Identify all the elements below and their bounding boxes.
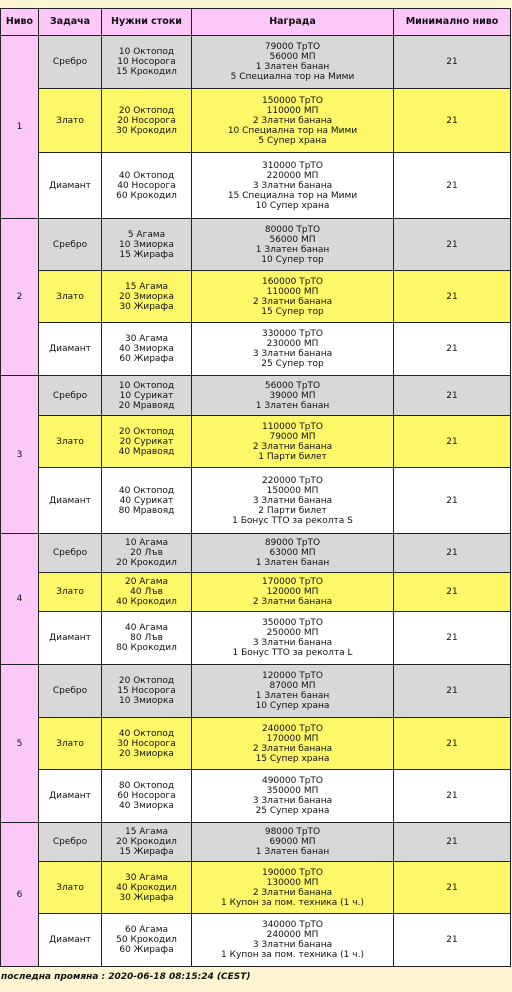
goods-line: 40 Змиорка — [119, 344, 174, 354]
goods-line: 20 Сурикат — [119, 436, 174, 447]
reward-line: 1 Златен банан — [255, 558, 330, 568]
reward-line: 3 Златни банана — [252, 940, 333, 950]
table-row — [1, 219, 511, 271]
goods-line: 40 Агама — [124, 623, 169, 633]
reward-line: 1 Парти билет — [258, 451, 327, 462]
rewards-table — [0, 8, 511, 967]
reward-line: 69000 МП — [269, 837, 316, 847]
reward-line: 3 Златни банана — [252, 349, 333, 359]
goods-line: 15 Жирафа — [119, 847, 174, 857]
task-cell: Диамант — [39, 612, 102, 665]
task-cell: Злато — [39, 718, 102, 770]
reward-line: 350000 ТрТО — [261, 618, 323, 628]
goods-line: 30 Жирафа — [119, 892, 174, 903]
reward-line: 120000 МП — [266, 587, 319, 597]
min-level-cell: 21 — [394, 153, 511, 219]
reward-line: 25 Супер храна — [255, 806, 330, 816]
goods-line: 40 Октопод — [118, 170, 175, 181]
reward-line: 310000 ТрТО — [261, 160, 323, 171]
goods-line: 80 Крокодил — [116, 643, 177, 653]
goods-line: 30 Носорога — [117, 738, 176, 749]
goods-cell — [102, 914, 192, 967]
table-row — [1, 665, 511, 718]
reward-cell — [192, 665, 394, 718]
reward-line: 1 Купон за пом. техника (1 ч.) — [221, 950, 364, 960]
reward-line: 3 Златни банана — [252, 638, 333, 648]
goods-cell — [102, 219, 192, 271]
goods-line: 10 Агама — [124, 538, 169, 548]
reward-line: 130000 МП — [266, 877, 319, 888]
reward-cell — [192, 89, 394, 153]
min-level-cell: 21 — [394, 823, 511, 862]
goods-line: 30 Агама — [124, 872, 169, 883]
goods-line: 20 Октопод — [118, 105, 175, 116]
goods-line: 15 Агама — [124, 281, 169, 292]
reward-line: 98000 ТрТО — [264, 827, 321, 837]
table-header — [1, 9, 511, 36]
task-cell: Диамант — [39, 770, 102, 823]
goods-line: 40 Лъв — [130, 587, 163, 597]
reward-cell — [192, 153, 394, 219]
level-cell: 4 — [1, 534, 39, 665]
task-cell: Злато — [39, 416, 102, 468]
goods-line: 40 Носорога — [117, 180, 176, 191]
reward-line: 2 Златни банана — [252, 296, 333, 307]
goods-cell — [102, 612, 192, 665]
reward-line: 1 Златен банан — [255, 62, 330, 72]
reward-cell — [192, 718, 394, 770]
reward-line: 220000 МП — [266, 170, 319, 181]
reward-line: 3 Златни банана — [252, 180, 333, 191]
min-level-cell: 21 — [394, 534, 511, 573]
goods-line: 10 Сурикат — [119, 390, 174, 401]
reward-line: 63000 МП — [269, 548, 316, 558]
task-cell: Диамант — [39, 323, 102, 376]
reward-line: 10 Супер тор — [261, 254, 324, 265]
task-cell: Диамант — [39, 468, 102, 534]
table-row — [1, 770, 511, 823]
goods-line: 20 Крокодил — [116, 837, 177, 847]
goods-cell — [102, 323, 192, 376]
goods-line: 20 Змиорка — [119, 748, 174, 759]
table-row — [1, 612, 511, 665]
reward-line: 2 Златни банана — [252, 597, 333, 607]
reward-line: 170000 ТрТО — [261, 577, 323, 587]
reward-line: 15 Супер храна — [255, 753, 330, 764]
min-level-cell: 21 — [394, 468, 511, 534]
goods-line: 60 Жирафа — [119, 354, 174, 364]
reward-line: 330000 ТрТО — [261, 329, 323, 339]
reward-line: 1 Златен банан — [255, 400, 330, 411]
reward-cell — [192, 573, 394, 612]
reward-line: 1 Купон за пом. техника (1 ч.) — [221, 897, 364, 908]
reward-cell — [192, 770, 394, 823]
reward-line: 2 Златни банана — [252, 887, 333, 898]
goods-cell — [102, 665, 192, 718]
goods-line: 20 Крокодил — [116, 558, 177, 568]
reward-line: 80000 ТрТО — [264, 224, 321, 235]
table-row — [1, 862, 511, 914]
task-cell: Злато — [39, 271, 102, 323]
min-level-cell: 21 — [394, 770, 511, 823]
task-cell: Злато — [39, 573, 102, 612]
goods-cell — [102, 468, 192, 534]
level-cell: 5 — [1, 665, 39, 823]
goods-cell — [102, 271, 192, 323]
table-body — [1, 36, 511, 967]
reward-line: 2 Златни банана — [252, 115, 333, 126]
reward-line: 490000 ТрТО — [261, 776, 323, 786]
goods-line: 60 Крокодил — [116, 190, 177, 201]
reward-line: 1 Златен банан — [255, 244, 330, 255]
reward-cell — [192, 323, 394, 376]
reward-line: 350000 МП — [266, 786, 319, 796]
goods-line: 60 Агама — [124, 925, 169, 935]
level-cell: 3 — [1, 376, 39, 534]
table-row — [1, 468, 511, 534]
reward-cell — [192, 271, 394, 323]
reward-cell — [192, 376, 394, 416]
goods-line: 60 Носорога — [117, 791, 176, 801]
goods-line: 40 Мравояд — [118, 446, 175, 457]
reward-line: 2 Парти билет — [258, 505, 327, 516]
goods-line: 15 Носорога — [117, 686, 176, 696]
reward-line: 240000 МП — [266, 930, 319, 940]
reward-line: 10 Супер храна — [255, 701, 330, 711]
goods-cell — [102, 376, 192, 416]
reward-line: 56000 ТрТО — [264, 380, 321, 391]
reward-cell — [192, 534, 394, 573]
reward-line: 240000 ТрТО — [261, 723, 323, 734]
min-level-cell: 21 — [394, 612, 511, 665]
goods-line: 10 Змиорка — [119, 239, 174, 250]
reward-cell — [192, 914, 394, 967]
reward-line: 5 Супер храна — [258, 135, 327, 146]
reward-line: 170000 МП — [266, 733, 319, 744]
reward-line: 1 Бонус ТТО за реколта L — [232, 648, 353, 658]
task-cell: Сребро — [39, 534, 102, 573]
task-cell: Диамант — [39, 153, 102, 219]
min-level-cell: 21 — [394, 323, 511, 376]
goods-cell — [102, 573, 192, 612]
table-row — [1, 823, 511, 862]
table-row — [1, 534, 511, 573]
task-cell: Злато — [39, 862, 102, 914]
min-level-cell: 21 — [394, 862, 511, 914]
goods-line: 30 Агама — [124, 334, 169, 344]
reward-line: 10 Специална тор на Мими — [227, 125, 358, 136]
reward-line: 120000 ТрТО — [261, 671, 323, 681]
goods-line: 15 Агама — [124, 827, 169, 837]
reward-line: 230000 МП — [266, 339, 319, 349]
goods-line: 10 Носорога — [117, 57, 176, 67]
goods-line: 10 Змиорка — [119, 696, 174, 706]
table-row — [1, 89, 511, 153]
table-row — [1, 573, 511, 612]
reward-line: 5 Специална тор на Мими — [230, 72, 355, 82]
task-cell: Сребро — [39, 36, 102, 89]
reward-line: 56000 МП — [269, 52, 316, 62]
goods-cell — [102, 153, 192, 219]
header-goods: Нужни стоки — [102, 9, 192, 36]
reward-line: 1 Златен банан — [255, 691, 330, 701]
goods-line: 40 Октопод — [118, 728, 175, 739]
goods-line: 5 Агама — [127, 229, 166, 240]
level-cell: 2 — [1, 219, 39, 376]
min-level-cell: 21 — [394, 665, 511, 718]
table-row — [1, 416, 511, 468]
min-level-cell: 21 — [394, 271, 511, 323]
task-cell: Сребро — [39, 376, 102, 416]
task-cell: Злато — [39, 89, 102, 153]
goods-line: 40 Змиорка — [119, 801, 174, 811]
goods-cell — [102, 862, 192, 914]
reward-line: 1 Бонус ТТО за реколта S — [232, 515, 353, 526]
level-cell: 1 — [1, 36, 39, 219]
header-min-level: Минимално ниво — [394, 9, 511, 36]
reward-line: 79000 МП — [269, 431, 316, 442]
goods-line: 40 Сурикат — [119, 495, 174, 506]
min-level-cell: 21 — [394, 416, 511, 468]
goods-line: 20 Носорога — [117, 115, 176, 126]
min-level-cell: 21 — [394, 376, 511, 416]
goods-line: 40 Крокодил — [116, 882, 177, 893]
reward-line: 110000 МП — [266, 105, 319, 116]
goods-line: 20 Мравояд — [118, 400, 175, 411]
task-cell: Сребро — [39, 823, 102, 862]
reward-line: 150000 ТрТО — [261, 95, 323, 106]
goods-line: 60 Жирафа — [119, 945, 174, 955]
goods-line: 80 Октопод — [118, 781, 175, 791]
reward-line: 250000 МП — [266, 628, 319, 638]
reward-cell — [192, 416, 394, 468]
reward-line: 10 Супер храна — [255, 200, 330, 211]
min-level-cell: 21 — [394, 219, 511, 271]
reward-cell — [192, 862, 394, 914]
goods-line: 50 Крокодил — [116, 935, 177, 945]
last-modified-footer: последна промяна : 2020-06-18 08:15:24 (CEST) — [1, 972, 251, 982]
goods-line: 10 Октопод — [118, 47, 175, 57]
reward-line: 79000 ТрТО — [264, 42, 321, 52]
reward-line: 87000 МП — [269, 681, 316, 691]
goods-line: 20 Октопод — [118, 676, 175, 686]
goods-line: 40 Октопод — [118, 485, 175, 496]
reward-line: 89000 ТрТО — [264, 538, 321, 548]
reward-line: 25 Супер тор — [261, 359, 324, 369]
reward-line: 39000 МП — [269, 390, 316, 401]
min-level-cell: 21 — [394, 36, 511, 89]
table-row — [1, 914, 511, 967]
header-level: Ниво — [1, 9, 39, 36]
goods-cell — [102, 718, 192, 770]
goods-cell — [102, 823, 192, 862]
reward-line: 2 Златни банана — [252, 743, 333, 754]
table-row — [1, 36, 511, 89]
task-cell: Сребро — [39, 665, 102, 718]
goods-line: 20 Змиорка — [119, 291, 174, 302]
reward-line: 110000 ТрТО — [261, 421, 323, 432]
goods-line: 10 Октопод — [118, 380, 175, 391]
task-cell: Сребро — [39, 219, 102, 271]
reward-line: 110000 МП — [266, 286, 319, 297]
reward-cell — [192, 612, 394, 665]
reward-line: 160000 ТрТО — [261, 276, 323, 287]
reward-line: 3 Златни банана — [252, 796, 333, 806]
header-task: Задача — [39, 9, 102, 36]
goods-line: 30 Жирафа — [119, 301, 174, 312]
level-cell: 6 — [1, 823, 39, 967]
reward-cell — [192, 823, 394, 862]
header-reward: Награда — [192, 9, 394, 36]
goods-line: 40 Крокодил — [116, 597, 177, 607]
task-cell: Диамант — [39, 914, 102, 967]
goods-line: 15 Жирафа — [119, 249, 174, 260]
goods-cell — [102, 416, 192, 468]
reward-line: 1 Златен банан — [255, 847, 330, 857]
reward-cell — [192, 36, 394, 89]
goods-line: 15 Крокодил — [116, 67, 177, 77]
goods-cell — [102, 534, 192, 573]
goods-line: 80 Лъв — [130, 633, 163, 643]
min-level-cell: 21 — [394, 89, 511, 153]
goods-cell — [102, 770, 192, 823]
goods-line: 30 Крокодил — [116, 125, 177, 136]
table-row — [1, 323, 511, 376]
header-row — [1, 9, 511, 36]
goods-line: 80 Мравояд — [118, 505, 175, 516]
reward-line: 150000 МП — [266, 485, 319, 496]
goods-line: 20 Октопод — [118, 426, 175, 437]
goods-cell — [102, 36, 192, 89]
reward-line: 56000 МП — [269, 234, 316, 245]
reward-line: 15 Супер тор — [261, 306, 324, 317]
goods-cell — [102, 89, 192, 153]
min-level-cell: 21 — [394, 718, 511, 770]
reward-line: 15 Специална тор на Мими — [227, 190, 358, 201]
reward-line: 3 Златни банана — [252, 495, 333, 506]
reward-line: 220000 ТрТО — [261, 475, 323, 486]
reward-cell — [192, 468, 394, 534]
reward-line: 2 Златни банана — [252, 441, 333, 452]
min-level-cell: 21 — [394, 573, 511, 612]
goods-line: 20 Агама — [124, 577, 169, 587]
table-row — [1, 718, 511, 770]
min-level-cell: 21 — [394, 914, 511, 967]
table-row — [1, 271, 511, 323]
reward-line: 340000 ТрТО — [261, 920, 323, 930]
goods-line: 20 Лъв — [130, 548, 163, 558]
reward-line: 190000 ТрТО — [261, 867, 323, 878]
table-row — [1, 376, 511, 416]
table-row — [1, 153, 511, 219]
reward-cell — [192, 219, 394, 271]
